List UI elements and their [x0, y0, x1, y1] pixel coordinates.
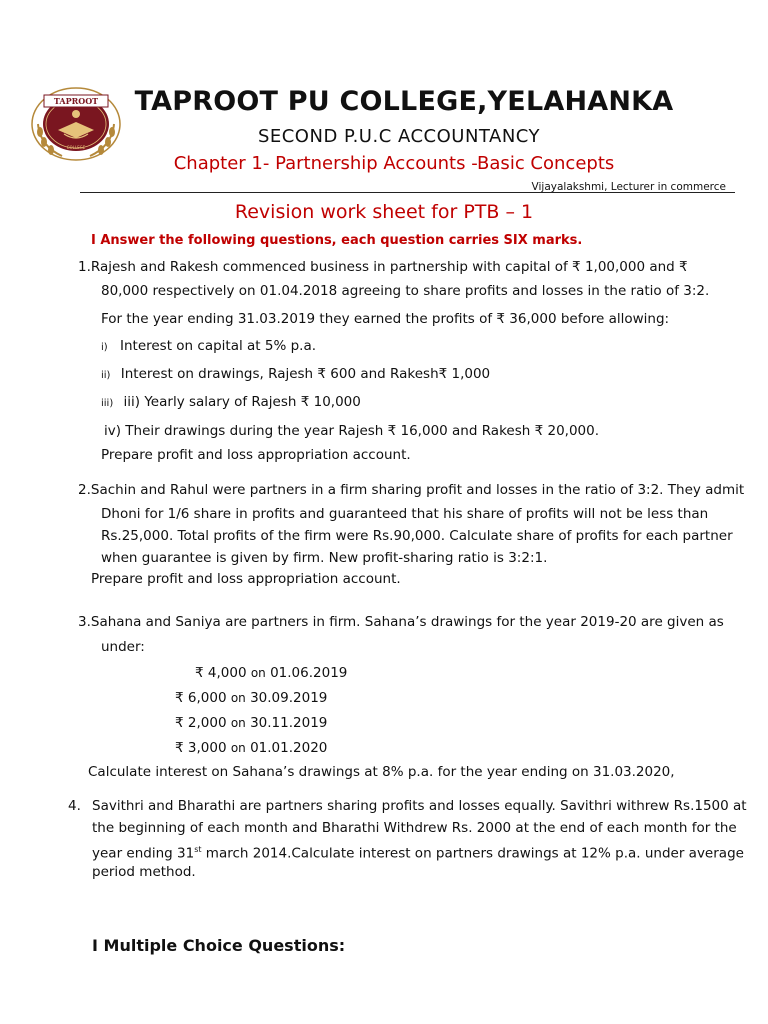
logo-subtext: COLLEGE [66, 145, 86, 150]
q2-line2: Dhoni for 1/6 share in profits and guaranteed that his share of profits will not be less than [101, 506, 709, 522]
q4-line2: the beginning of each month and Bharathi Withdrew Rs. 2000 at the end of each month for the [92, 820, 737, 836]
drawing-amount: ₹ 3,000 [175, 740, 227, 756]
q1-item-num: i) [101, 342, 108, 353]
chapter-title: Chapter 1- Partnership Accounts -Basic Concepts [173, 153, 615, 174]
q1-line3: For the year ending 31.03.2019 they earned the profits of ₹ 36,000 before allowing: [101, 311, 670, 327]
q2-footer: Prepare profit and loss appropriation account. [91, 571, 401, 587]
q3-drawing-row [175, 686, 327, 710]
drawing-date: 01.01.2020 [250, 740, 328, 756]
q4-line3-end: march 2014.Calculate interest on partners drawings at 12% p.a. under average [201, 845, 744, 862]
drawing-on: on [230, 741, 246, 755]
author-line: Vijayalakshmi, Lecturer in commerce [531, 181, 726, 193]
q3-line2: under: [101, 639, 145, 655]
drawing-on: on [250, 666, 266, 680]
drawing-date: 30.09.2019 [250, 690, 328, 706]
q1-item-iii [101, 390, 361, 416]
instruction: I Answer the following questions, each question carries SIX marks. [91, 233, 583, 248]
q1-footer: Prepare profit and loss appropriation account. [101, 447, 411, 463]
q1-item-i [101, 334, 316, 360]
q1-item-iv: iv) Their drawings during the year Rajesh ₹ 16,000 and Rakesh ₹ 20,000. [104, 423, 600, 439]
drawing-date: 01.06.2019 [270, 665, 348, 681]
logo-text: TAPROOT [53, 96, 99, 106]
q4-superscript: st [194, 845, 202, 854]
q3-footer: Calculate interest on Sahana’s drawings at 8% p.a. for the year ending on 31.03.2020, [88, 764, 675, 780]
q1-line1: 1.Rajesh and Rakesh commenced business in partnership with capital of ₹ 1,00,000 and ₹ [78, 259, 688, 275]
q4-line4: period method. [92, 864, 196, 880]
q3-drawing-row [175, 736, 327, 760]
q1-item-text: Interest on drawings, Rajesh ₹ 600 and Rakesh₹ 1,000 [120, 366, 491, 382]
drawing-on: on [230, 691, 246, 705]
q3-drawing-row [175, 711, 327, 735]
drawing-on: on [230, 716, 246, 730]
q2-line4: when guarantee is given by firm. New profit-sharing ratio is 3:2:1. [101, 550, 548, 566]
drawing-amount: ₹ 4,000 [195, 665, 247, 681]
header-divider [80, 192, 735, 193]
q4-line1: Savithri and Bharathi are partners sharing profits and losses equally. Savithri withrew Rs.1500 at [92, 798, 747, 814]
q1-item-text: Interest on capital at 5% p.a. [119, 338, 317, 354]
q4-line3-start: year ending 31 [92, 845, 195, 862]
worksheet-title: Revision work sheet for PTB – 1 [234, 201, 534, 223]
section-mcq-heading: I Multiple Choice Questions: [92, 936, 346, 955]
drawing-amount: ₹ 2,000 [175, 715, 227, 731]
q3-drawing-row [195, 661, 347, 685]
q2-line3: Rs.25,000. Total profits of the firm were Rs.90,000. Calculate share of profits for each partner [101, 528, 733, 544]
course-title: SECOND P.U.C ACCOUNTANCY [257, 126, 541, 147]
q4-number: 4. [68, 798, 81, 814]
drawing-date: 30.11.2019 [250, 715, 328, 731]
q2-line1: 2.Sachin and Rahul were partners in a firm sharing profit and losses in the ratio of 3:2. They admit [78, 482, 745, 498]
q1-item-text: iii) Yearly salary of Rajesh ₹ 10,000 [123, 394, 361, 410]
q1-item-ii [101, 362, 490, 388]
drawing-amount: ₹ 6,000 [175, 690, 227, 706]
q3-line1: 3.Sahana and Saniya are partners in firm. Sahana’s drawings for the year 2019-20 are given as [78, 614, 724, 630]
q1-item-num: ii) [101, 370, 111, 381]
q1-line2: 80,000 respectively on 01.04.2018 agreeing to share profits and losses in the ratio of 3:2. [101, 283, 710, 299]
q1-item-num: iii) [101, 398, 114, 409]
college-title: TAPROOT PU COLLEGE,YELAHANKA [134, 86, 674, 117]
